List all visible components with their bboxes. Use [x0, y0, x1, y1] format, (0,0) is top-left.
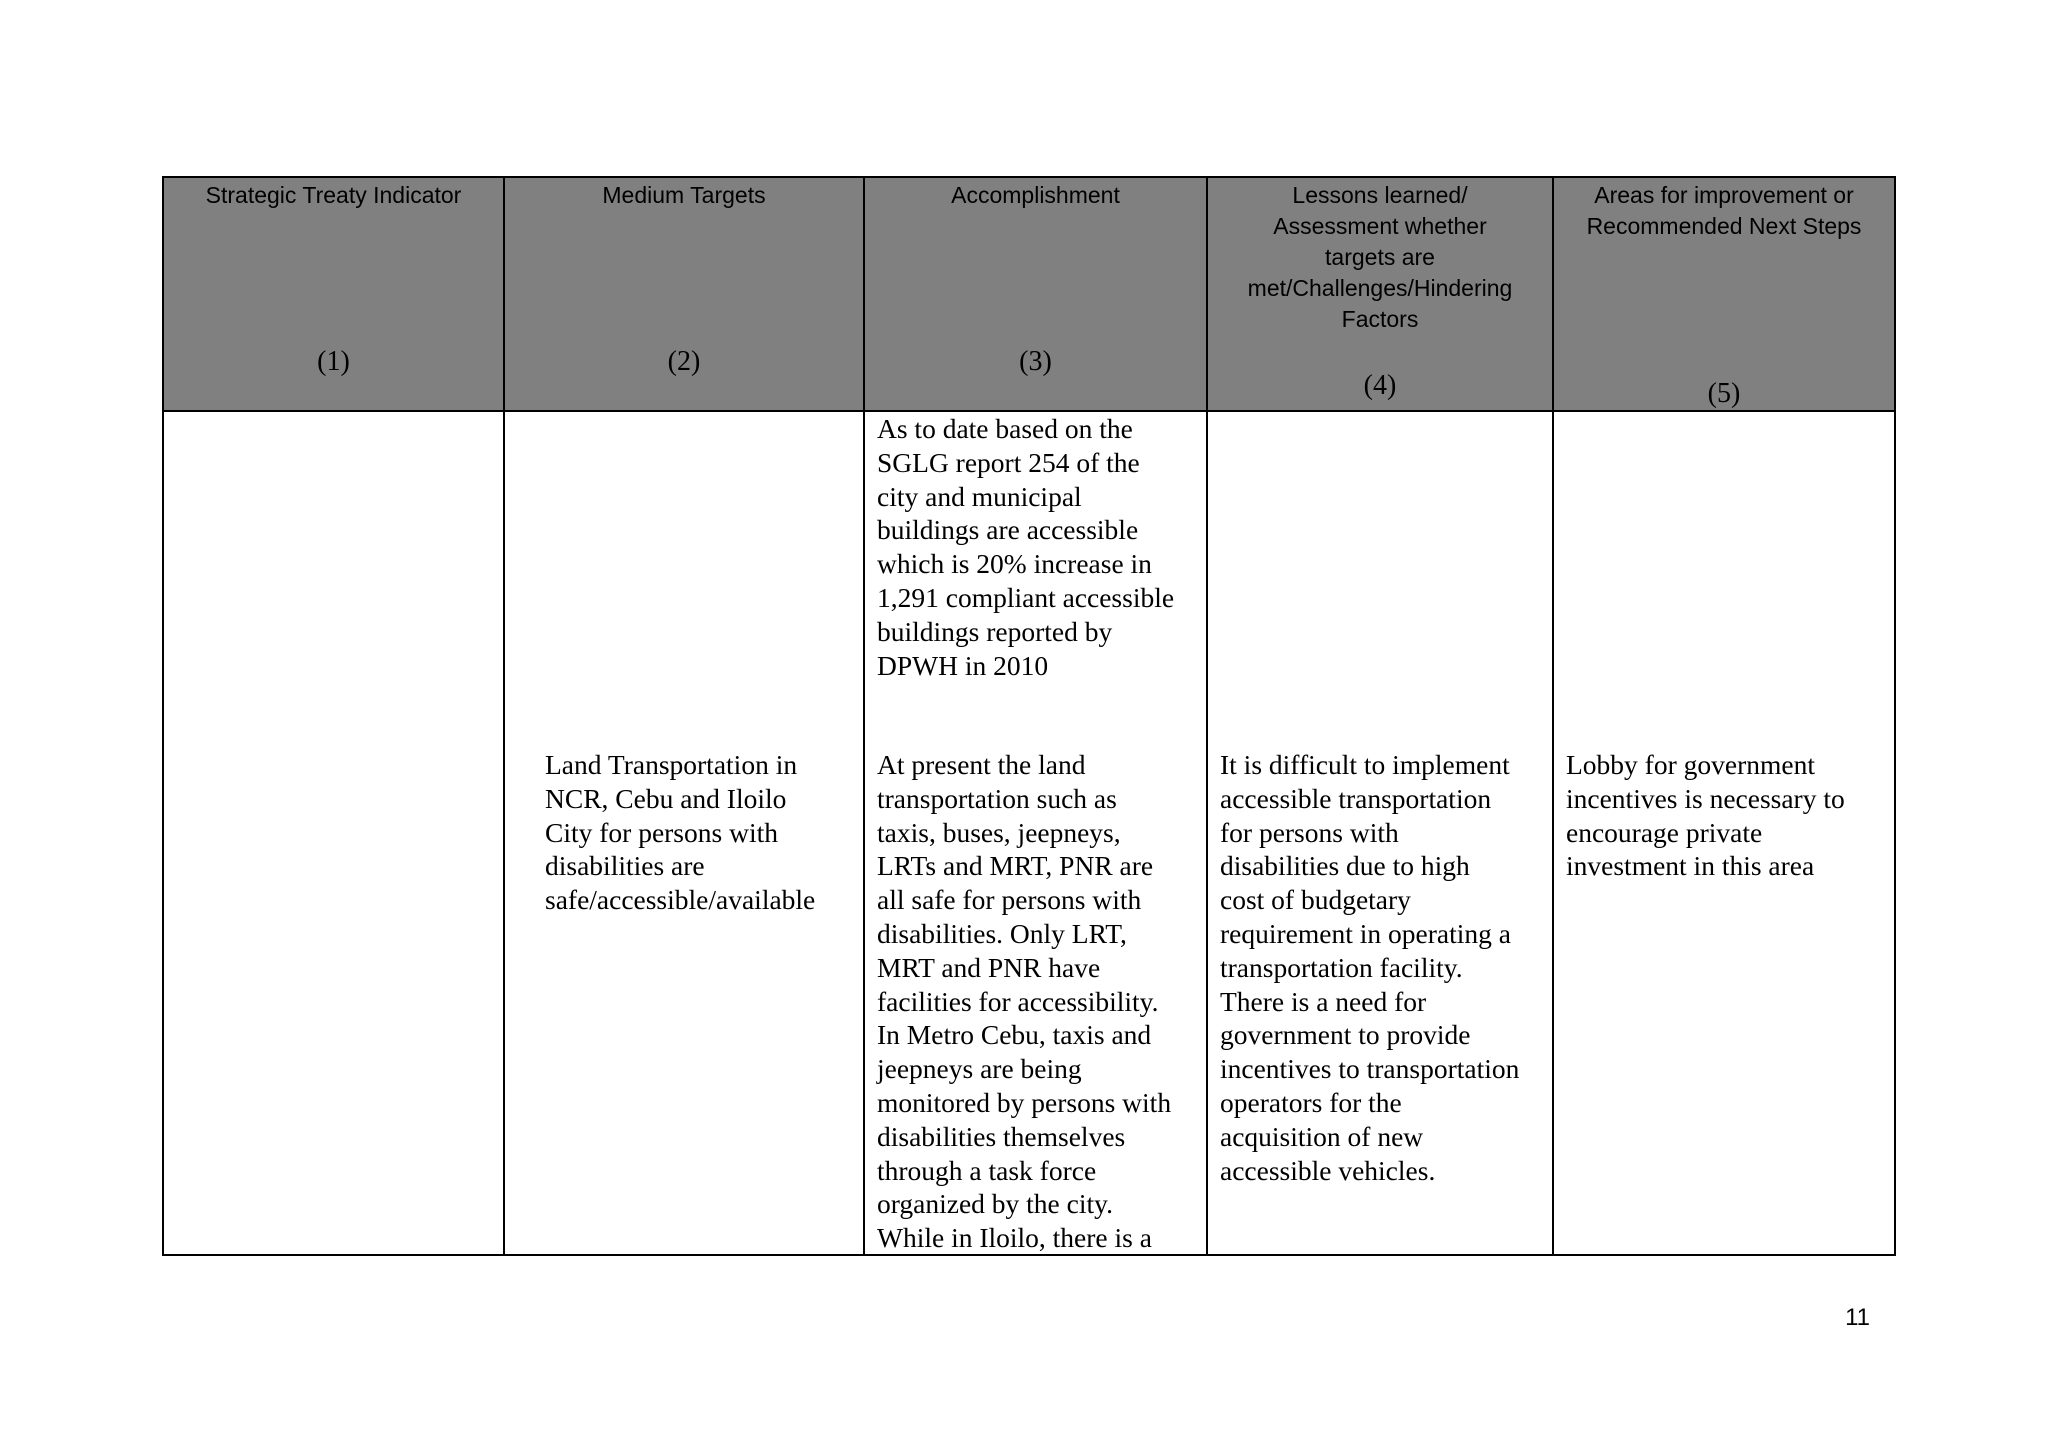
cell-strategic-treaty-indicator [163, 411, 504, 1255]
cell-accomplishment [864, 411, 1207, 1255]
header-row [163, 177, 1895, 411]
table-row [163, 411, 1895, 1255]
accomplishment-text-buildings: As to date based on the SGLG report 254 of the city and municipal buildings are accessible which is 20% increase in 1,291 compliant accessible buildings reported by DPWH in 2010 [877, 413, 1175, 681]
lessons-learned-text: It is difficult to implement accessible transportation for persons with disabilities due to high cost of budgetary requirement in operating a transportation facility. There is a need for government to provide incentives to transportation operators for the acquisition of new accessible vehicles. [1220, 749, 1520, 1186]
header-number: (2) [667, 346, 701, 377]
header-title: Medium Targets [602, 182, 766, 208]
page-number: 11 [1845, 1304, 1870, 1331]
header-title: Strategic Treaty Indicator [205, 182, 462, 208]
header-number: (4) [1363, 370, 1397, 401]
accomplishment-text-transportation: At present the land transportation such as taxis, buses, jeepneys, LRTs and MRT, PNR are all safe for persons with disabilities. Only LRT, MRT and PNR have facilities for accessibility. In Metro Cebu, taxis and jeepneys are being monitored by persons with disabilities themselves through a task force organized by the city. While in Iloilo, there is a [877, 749, 1172, 1254]
cell-next-steps [1553, 411, 1895, 1255]
medium-target-text: Land Transportation in NCR, Cebu and Iloilo City for persons with disabilities are safe/accessible/available [545, 749, 816, 916]
header-accomplishment [864, 177, 1207, 411]
header-number: (1) [317, 346, 350, 377]
report-table [162, 176, 1896, 1256]
header-title: Lessons learned/ Assessment whether targets are met/Challenges/Hindering Factors [1247, 182, 1513, 332]
header-title: Areas for improvement or Recommended Next Steps [1586, 182, 1862, 239]
header-next-steps [1553, 177, 1895, 411]
header-number: (5) [1707, 378, 1741, 409]
cell-lessons-learned [1207, 411, 1553, 1255]
header-strategic-treaty-indicator [163, 177, 504, 411]
next-steps-text: Lobby for government incentives is necessary to encourage private investment in this area [1566, 749, 1845, 882]
header-title: Accomplishment [951, 182, 1120, 208]
cell-medium-targets [504, 411, 864, 1255]
header-number: (3) [1019, 346, 1052, 377]
header-medium-targets [504, 177, 864, 411]
header-lessons-learned [1207, 177, 1553, 411]
